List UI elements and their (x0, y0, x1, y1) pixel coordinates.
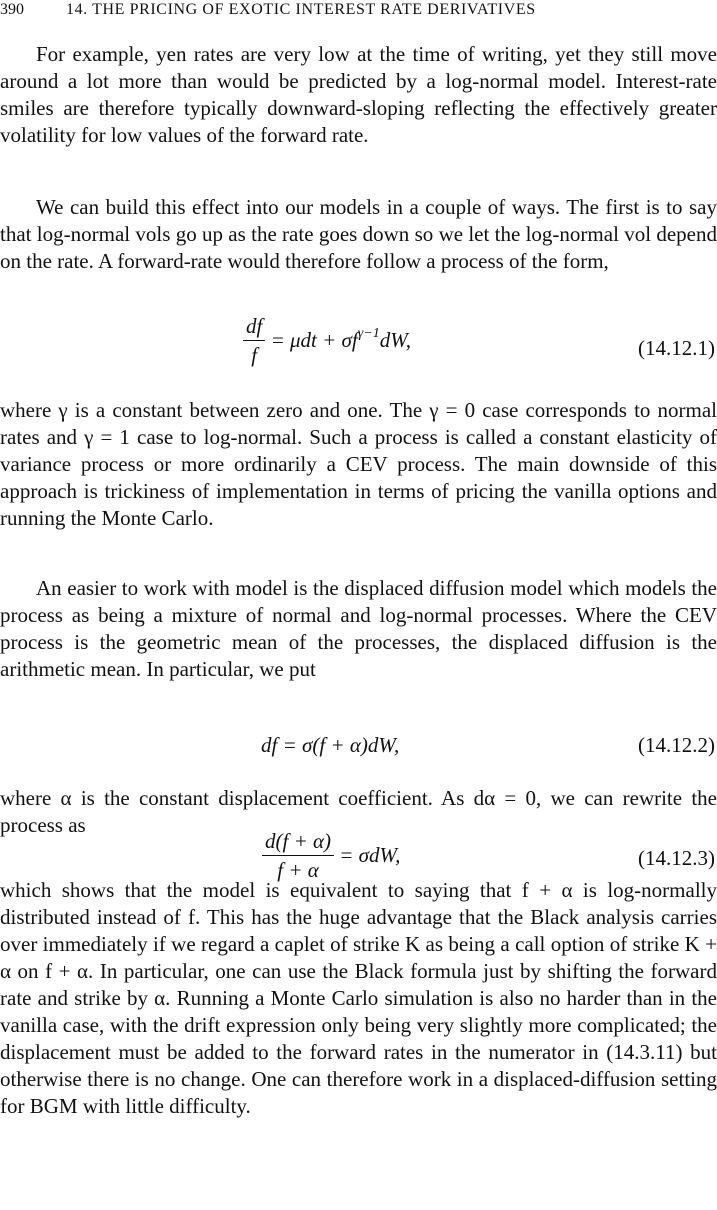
exponent: γ−1 (357, 326, 380, 341)
fraction-df-over-f (243, 312, 265, 369)
page-number: 390 (0, 1, 24, 18)
equation-label: (14.12.1) (638, 336, 715, 360)
equation-body: df = σ(f + α)dW, (261, 733, 400, 757)
paragraph-build-effect: We can build this effect into our models in a couple of ways. The first is to say that log-normal vols go up as the rate goes down so we let the log-normal vol depend on the rate. A forward-rate would therefore follow a process of the form, (0, 195, 717, 273)
fraction-denominator: f + α (277, 858, 319, 882)
fraction-numerator: df (243, 312, 265, 341)
paragraph-cev-process: where γ is a constant between zero and one. The γ = 0 case corresponds to normal rates and γ = 1 case to log-normal. Such a process is called a constant elasticity of variance process or more ordinarily a CEV process. The main downside of this approach is trickiness of implementation in terms of pricing the vanilla options and running the Monte Carlo. (0, 398, 717, 530)
equation-14-12-2 (0, 732, 717, 762)
paragraph-log-normal-advantage: which shows that the model is equivalent to saying that f + α is log-normally distributed instead of f. This has the huge advantage that the Black analysis carries over immediately if we regard a caplet of strike K as being a call option of strike K + α on f + α. In particular, one can use the Black formula just by shifting the forward rate and strike by α. Running a Monte Carlo simulation is also no harder than in the vanilla case, with the drift expression only being very slightly more complicated; the displacement must be added to the forward rates in the numerator in (14.3.11) but otherwise there is no change. One can therefore work in a displaced-diffusion setting for BGM with little difficulty. (0, 878, 717, 1118)
equation-label: (14.12.2) (638, 733, 715, 757)
running-title: 14. THE PRICING OF EXOTIC INTEREST RATE DERIVATIVES (66, 1, 536, 18)
page-header (0, 0, 717, 20)
fraction-denominator: f (251, 343, 258, 367)
fraction-shifted (262, 827, 334, 884)
equation-rhs: = σdW, (339, 843, 401, 867)
equation-label: (14.12.3) (638, 846, 715, 870)
equation-body (243, 312, 411, 369)
equation-14-12-1 (0, 312, 717, 382)
paragraph-displacement-coefficient: where α is the constant displacement coefficient. As dα = 0, we can rewrite the process as (0, 786, 717, 837)
rhs-part: = μdt + σf (270, 328, 358, 352)
rhs-part-end: dW, (379, 328, 412, 352)
equation-rhs (271, 328, 411, 352)
paragraph-yen-rates: For example, yen rates are very low at the time of writing, yet they still move around a lot more than would be predicted by a log-normal model. Interest-rate smiles are therefore typically downward-sloping reflecting the effectively greater volatility for low values of the forward rate. (0, 42, 717, 147)
fraction-numerator: d(f + α) (262, 827, 334, 856)
equation-body (262, 827, 400, 884)
paragraph-displaced-diffusion: An easier to work with model is the displaced diffusion model which models the process as being a mixture of normal and log-normal processes. Where the CEV process is the geometric mean of the processes, the displaced diffusion is the arithmetic mean. In particular, we put (0, 576, 717, 681)
